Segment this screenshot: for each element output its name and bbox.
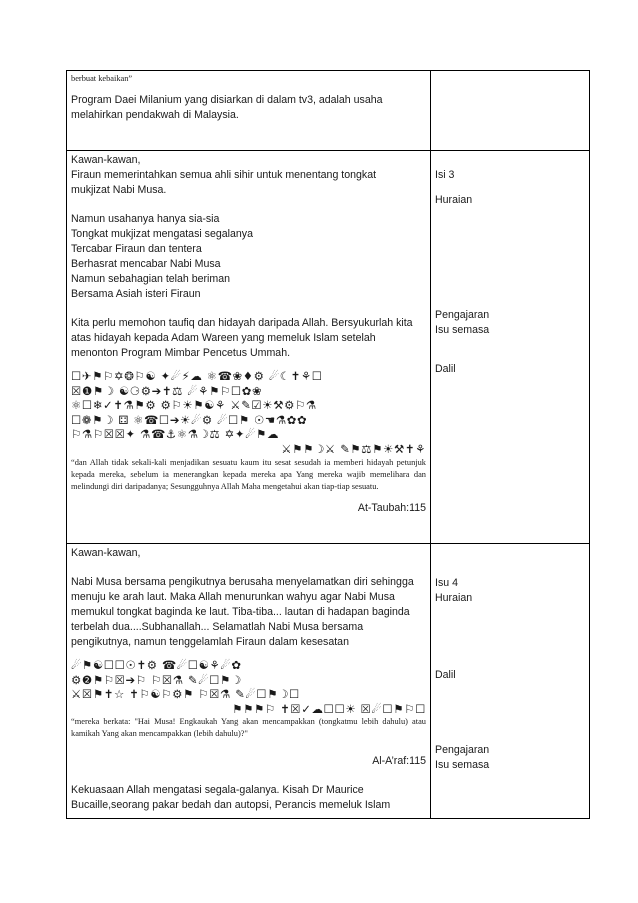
paragraph-line: Nabi Musa bersama pengikutnya berusaha menyelamatkan diri sehingga [71, 576, 414, 588]
quote-tail: berbuat kebaikan” [71, 74, 133, 83]
main-cell [67, 71, 431, 151]
paragraph-line: atas hidayah kepada Adam Wareen yang memeluk Islam setelah [71, 332, 376, 344]
verse-citation: At-Taubah:115 [357, 501, 426, 514]
arabic-verse-line: ⚔☒⚑✝☆ ✝⚐☯⚐⚙⚑ ⚐☒⚗ ✎☄☐⚑☽☐ [71, 687, 300, 702]
poem-line: Tercabar Firaun dan tentera [71, 243, 202, 255]
arabic-verse [71, 658, 426, 716]
side-cell [431, 544, 590, 819]
arabic-verse-line: ⚙❷⚑⚐☒➔⚐ ⚐☒⚗ ✎☄☐⚑☽ [71, 672, 242, 687]
paragraph-line: Kekuasaan Allah mengatasi segala-galanya. Kisah Dr Maurice [71, 784, 364, 797]
arabic-verse-line: ⚔⚑⚑☽⚔ ✎⚑⚖⚑☀⚒✝⚘ [281, 441, 426, 456]
poem-line: Bersama Asiah isteri Firaun [71, 288, 201, 300]
side-label-huraian: Huraian [435, 592, 473, 604]
side-label-huraian: Huraian [435, 194, 473, 206]
paragraph-line: menuju ke arah laut. Maka Allah menurunkan wahyu agar Nabi Musa [71, 591, 395, 603]
poem-line: Berhasrat mencabar Nabi Musa [71, 258, 221, 270]
arabic-verse-line: ⚛☐❄✓✝⚗⚑⚙ ⚙⚐☀⚑☯⚘ ⚔✎☑☀⚒⚙⚐⚗ [71, 398, 317, 413]
arabic-verse-line: ⚐⚗⚐☒☒✦ ⚗☎⚓⚛⚗☽⚖ ✡✦☄⚑☁ [71, 427, 280, 442]
arabic-verse-line: ☐✈⚑⚐✡❂⚐☯ ✦☄⚡☁ ⚛☎❀♦⚙ ☄☾✝⚘☐ [71, 369, 323, 383]
side-label-pengajaran: Pengajaran [435, 309, 490, 321]
paragraph-line: Program Daei Milanium yang disiarkan di dalam tv3, adalah usaha [71, 94, 383, 106]
paragraph-line: terbelah dua....Subhanallah... Selamatlah Nabi Musa bersama [71, 621, 364, 633]
poem-line: Namun sebahagian telah beriman [71, 273, 231, 285]
arabic-verse [71, 369, 426, 457]
paragraph-line: Kita perlu memohon taufiq dan hidayah daripada Allah. Bersyukurlah kita [71, 317, 413, 329]
speech-script-table [66, 70, 590, 819]
verse-citation: Al-A’raf:115 [372, 755, 426, 768]
verse-translation: “dan Allah tidak sekali-kali menjadikan sesuatu kaum itu sesat sesudah ia memberi hidayah petunjuk kepada mereka, sebelum ia menerangkan kepada mereka apa Yang mereka wajib memelihara dan melindungi diri daripadanya; Sesungguhnya Allah Maha mengetahui akan tiap-tiap sesuatu. [71, 457, 426, 491]
side-label-isu-semasa: Isu semasa [435, 324, 490, 336]
arabic-verse-line: ☒❶⚑☽ ☯⚆⚙➔✝⚖ ☄⚘⚑⚐☐✿❀ [71, 383, 263, 398]
side-cell [431, 151, 590, 544]
table-row [67, 544, 590, 819]
side-label-isu-semasa: Isu semasa [435, 759, 490, 771]
side-label-isu: Isu 4 [435, 577, 458, 589]
paragraph-line: mukjizat Nabi Musa. [71, 184, 167, 196]
side-cell [431, 71, 590, 151]
paragraph-line: Firaun memerintahkan semua ahli sihir untuk menentang tongkat [71, 169, 377, 181]
paragraph-line: Bucaille,seorang pakar bedah dan autopsi, Perancis memeluk Islam [71, 799, 391, 812]
poem-line: Tongkat mukjizat mengatasi segalanya [71, 228, 253, 240]
arabic-verse-line: ☄⚑☯☐☐☉✝⚙ ☎☄☐☯⚘☄✿ [71, 658, 242, 672]
main-cell [67, 544, 431, 819]
arabic-verse-line: ⚑⚑⚑⚐ ✝☒✓☁☐☐☀ ☒☄☐⚑⚐☐ [232, 701, 426, 716]
side-label-pengajaran: Pengajaran [435, 744, 490, 756]
verse-translation: “mereka berkata: "Hai Musa! Engkaukah Yang akan mencampakkan (tongkatmu lebih dahulu) atau kamikah Yang akan mencampakkan (lebih dahulu)?" [71, 717, 426, 739]
side-label-isi: Isi 3 [435, 169, 455, 181]
main-cell [67, 151, 431, 544]
paragraph-line: menonton Program Mimbar Pencetus Ummah. [71, 347, 291, 359]
arabic-verse-line: ☐❁⚑☽ ⚃ ⚛☎☐➔☀☄⚙ ☄☐⚑ ☉☚⚗✿✿ [71, 412, 308, 427]
poem-line: Namun usahanya hanya sia-sia [71, 213, 220, 225]
table-row [67, 71, 590, 151]
table-row [67, 151, 590, 544]
side-label-dalil: Dalil [435, 669, 456, 681]
paragraph-line: memukul tongkat baginda ke laut. Tiba-tiba... lautan di hadapan baginda [71, 606, 410, 618]
paragraph-line: pengikutnya, namun tenggelamlah Firaun dalam kesesatan [71, 636, 349, 648]
section-heading: Kawan-kawan, [71, 154, 141, 166]
paragraph-line: melahirkan pendakwah di Malaysia. [71, 109, 239, 121]
side-label-dalil: Dalil [435, 363, 456, 375]
section-heading: Kawan-kawan, [71, 547, 141, 559]
